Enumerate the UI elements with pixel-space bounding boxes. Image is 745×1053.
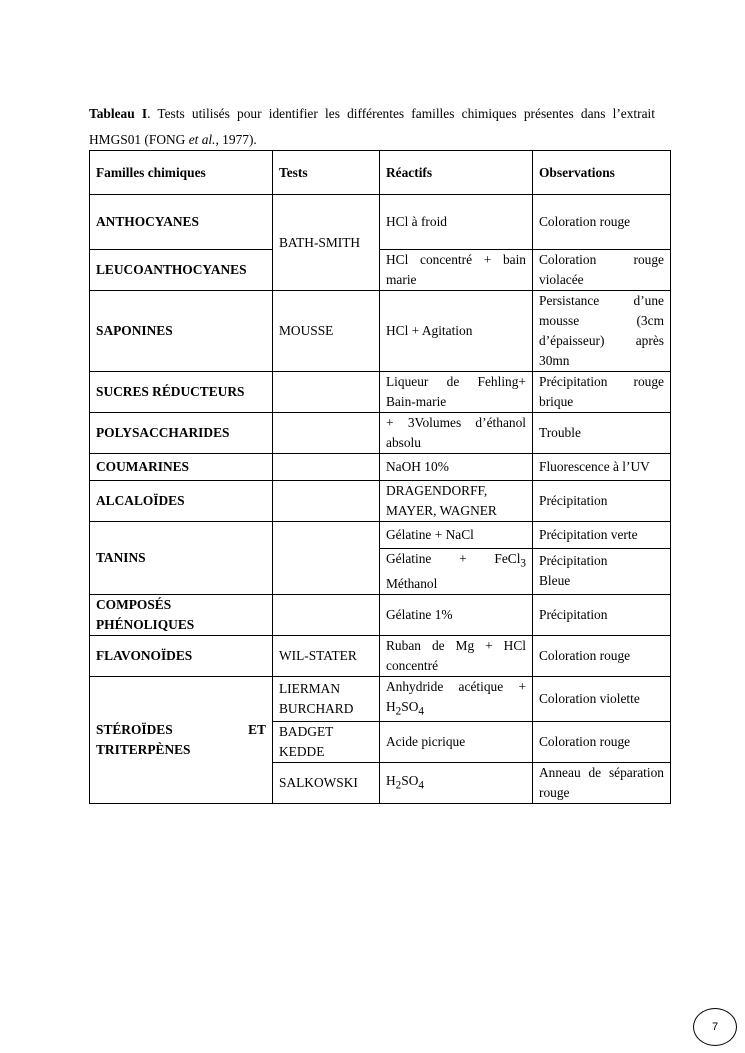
cell-famille: ALCALOÏDES <box>90 481 273 522</box>
cell-test <box>273 372 380 413</box>
cell-test: BADGET KEDDE <box>273 722 380 763</box>
chemical-tests-table <box>89 150 671 804</box>
cell-reactif <box>380 549 533 595</box>
reactif-part: H <box>386 773 396 788</box>
header-reactifs: Réactifs <box>380 151 533 195</box>
reactif-part: Anhydride acétique + H <box>386 678 526 714</box>
table-row <box>90 291 671 372</box>
cell-reactif: + 3Volumes d’éthanol absolu <box>380 413 533 454</box>
table-row <box>90 195 671 250</box>
cell-reactif: Liqueur de Fehling+ Bain-marie <box>380 372 533 413</box>
cell-reactif: Acide picrique <box>380 722 533 763</box>
cell-test: MOUSSE <box>273 291 380 372</box>
reactif-subscript: 4 <box>418 705 424 718</box>
cell-reactif: Ruban de Mg + HCl concentré <box>380 635 533 676</box>
caption-label: Tableau I <box>89 106 148 122</box>
header-tests: Tests <box>273 151 380 195</box>
cell-reactif <box>380 763 533 804</box>
cell-observation: Coloration rouge <box>533 195 671 250</box>
cell-famille: LEUCOANTHOCYANES <box>90 250 273 291</box>
reactif-subscript: 2 <box>395 705 402 718</box>
table-row <box>90 522 671 549</box>
table-row <box>90 594 671 635</box>
cell-reactif: HCl concentré + bain marie <box>380 250 533 291</box>
cell-reactif: HCl à froid <box>380 195 533 250</box>
cell-famille: SUCRES RÉDUCTEURS <box>90 372 273 413</box>
cell-observation: Trouble <box>533 413 671 454</box>
header-observations: Observations <box>533 151 671 195</box>
reactif-part: SO <box>401 773 419 788</box>
observation-line: Précipitation <box>539 553 608 569</box>
reactif-part: SO <box>401 698 419 714</box>
cell-famille: STÉROÏDES ET TRITERPÈNES <box>90 676 273 804</box>
cell-test: WIL-STATER <box>273 635 380 676</box>
cell-observation: Coloration violette <box>533 676 671 722</box>
reactif-subscript: 3 <box>520 557 526 570</box>
cell-observation: Coloration rouge <box>533 722 671 763</box>
cell-test <box>273 413 380 454</box>
reactif-part: Méthanol <box>386 575 438 591</box>
cell-famille: POLYSACCHARIDES <box>90 413 273 454</box>
cell-famille: ANTHOCYANES <box>90 195 273 250</box>
cell-observation: Fluorescence à l’UV <box>533 454 671 481</box>
cell-test <box>273 522 380 595</box>
cell-observation: Précipitation verte <box>533 522 671 549</box>
cell-reactif: Gélatine + NaCl <box>380 522 533 549</box>
cell-observation: Persistance d’une mousse (3cm d’épaisseur) après 30mn <box>533 291 671 372</box>
cell-famille: SAPONINES <box>90 291 273 372</box>
cell-test: LIERMAN BURCHARD <box>273 676 380 722</box>
reactif-subscript: 4 <box>418 779 424 792</box>
cell-observation: Précipitation <box>533 594 671 635</box>
caption-text-1: . Tests utilisés pour identifier les différentes familles chimiques présentes dans l’extrait HMGS01 (FONG <box>89 106 655 148</box>
cell-observation: Coloration rouge violacée <box>533 250 671 291</box>
cell-reactif <box>380 676 533 722</box>
table-row <box>90 676 671 722</box>
cell-famille: COMPOSÉS PHÉNOLIQUES <box>90 594 273 635</box>
cell-reactif: NaOH 10% <box>380 454 533 481</box>
observation-line: Bleue <box>539 573 571 589</box>
table-row <box>90 454 671 481</box>
cell-test <box>273 481 380 522</box>
page-number: 7 <box>693 1008 737 1046</box>
cell-reactif: DRAGENDORFF, MAYER, WAGNER <box>380 481 533 522</box>
table-header-row <box>90 151 671 195</box>
cell-test: BATH-SMITH <box>273 195 380 291</box>
reactif-subscript: 2 <box>395 779 402 792</box>
table-row <box>90 372 671 413</box>
cell-observation: Anneau de séparation rouge <box>533 763 671 804</box>
caption-etal: et al., <box>188 132 219 148</box>
cell-famille: COUMARINES <box>90 454 273 481</box>
header-familles: Familles chimiques <box>90 151 273 195</box>
table-row <box>90 481 671 522</box>
cell-reactif: Gélatine 1% <box>380 594 533 635</box>
table-caption <box>89 101 655 153</box>
cell-observation <box>533 549 671 595</box>
cell-test: SALKOWSKI <box>273 763 380 804</box>
caption-text-2: 1977). <box>218 132 257 148</box>
cell-test <box>273 454 380 481</box>
cell-observation: Coloration rouge <box>533 635 671 676</box>
cell-famille: FLAVONOÏDES <box>90 635 273 676</box>
reactif-part: Gélatine + FeCl <box>386 551 521 566</box>
cell-observation: Précipitation <box>533 481 671 522</box>
table-row <box>90 250 671 291</box>
cell-observation: Précipitation rouge brique <box>533 372 671 413</box>
table-row <box>90 413 671 454</box>
cell-reactif: HCl + Agitation <box>380 291 533 372</box>
cell-test <box>273 594 380 635</box>
table-row <box>90 635 671 676</box>
cell-famille: TANINS <box>90 522 273 595</box>
